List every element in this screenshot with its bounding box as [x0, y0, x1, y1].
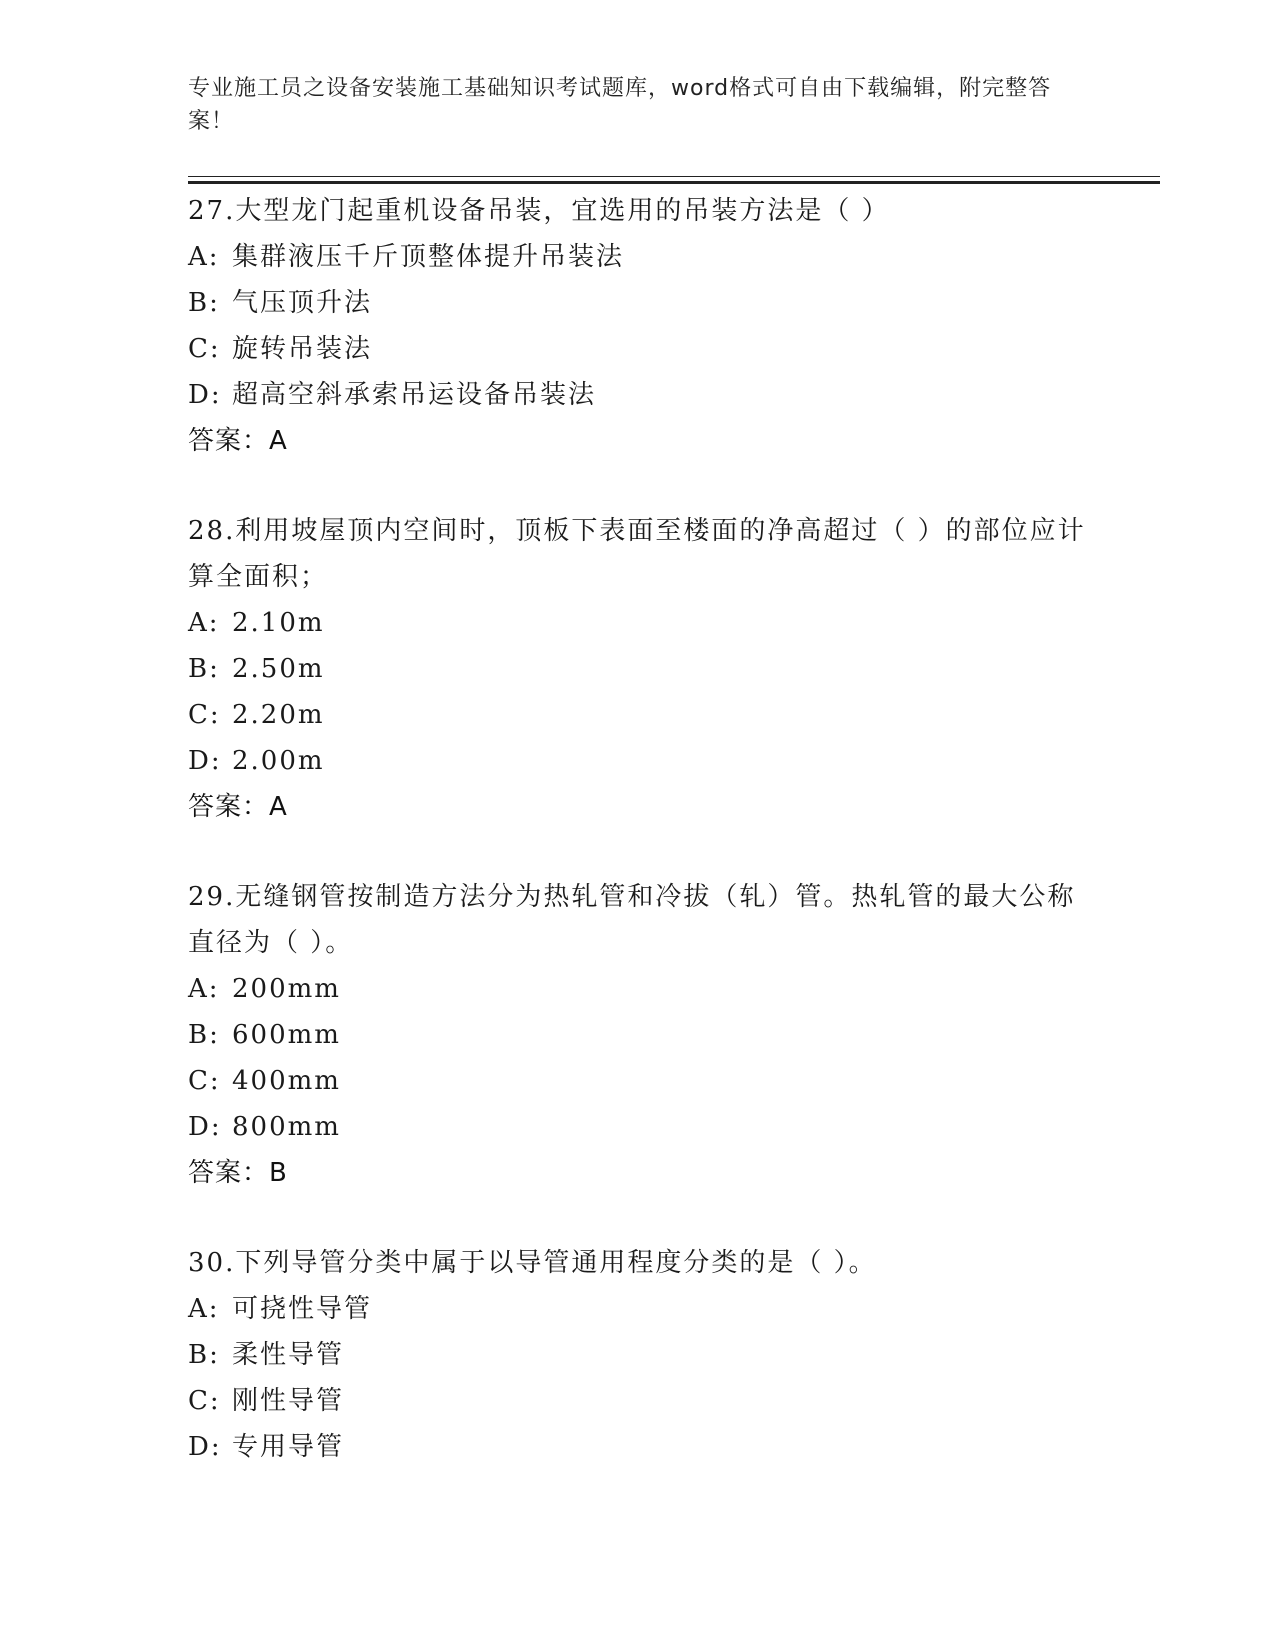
option-text: 柔性导管	[232, 1340, 345, 1370]
option-letter: C:	[188, 700, 221, 730]
option-a	[188, 600, 1088, 646]
option-d	[188, 372, 1088, 418]
question-stem: 30.下列导管分类中属于以导管通用程度分类的是（ ）。	[188, 1248, 877, 1278]
option-letter: D:	[188, 746, 222, 776]
option-letter: B:	[188, 288, 220, 318]
option-letter: B:	[188, 1340, 220, 1370]
option-letter: B:	[188, 654, 220, 684]
option-letter: A:	[188, 1294, 220, 1324]
option-a	[188, 1286, 1088, 1332]
option-text: 2.20m	[232, 700, 325, 730]
option-c	[188, 1058, 1088, 1104]
header-divider-thin	[188, 176, 1160, 177]
option-letter: D:	[188, 1112, 222, 1142]
question-stem: 28.利用坡屋顶内空间时，顶板下表面至楼面的净高超过（ ）的部位应计算全面积；	[188, 516, 1086, 592]
option-b	[188, 1012, 1088, 1058]
question-stem: 27.大型龙门起重机设备吊装，宜选用的吊装方法是（ ）	[188, 196, 890, 226]
option-letter: C:	[188, 1386, 221, 1416]
answer-line: 答案：A	[188, 426, 288, 456]
document-header: 专业施工员之设备安装施工基础知识考试题库，word格式可自由下载编辑，附完整答案！	[188, 76, 1052, 134]
option-text: 2.10m	[232, 608, 325, 638]
option-text: 600mm	[232, 1020, 341, 1050]
option-text: 集群液压千斤顶整体提升吊装法	[232, 242, 625, 272]
option-a	[188, 234, 1088, 280]
option-text: 刚性导管	[232, 1386, 345, 1416]
option-letter: C:	[188, 334, 221, 364]
option-d	[188, 738, 1088, 784]
option-text: 旋转吊装法	[232, 334, 373, 364]
question-27	[188, 188, 1088, 464]
option-c	[188, 326, 1088, 372]
header-divider-thick	[188, 181, 1160, 184]
option-text: 气压顶升法	[232, 288, 373, 318]
question-stem: 29.无缝钢管按制造方法分为热轧管和冷拔（轧）管。热轧管的最大公称直径为（ ）。	[188, 882, 1076, 958]
option-c	[188, 1378, 1088, 1424]
option-text: 可挠性导管	[232, 1294, 373, 1324]
option-letter: C:	[188, 1066, 221, 1096]
option-c	[188, 692, 1088, 738]
option-letter: D:	[188, 380, 222, 410]
answer-line: 答案：B	[188, 1158, 288, 1188]
option-text: 200mm	[232, 974, 341, 1004]
option-text: 专用导管	[232, 1432, 345, 1462]
option-letter: A:	[188, 608, 220, 638]
option-b	[188, 280, 1088, 326]
option-text: 800mm	[232, 1112, 341, 1142]
option-text: 2.50m	[232, 654, 325, 684]
question-28	[188, 508, 1088, 830]
option-letter: D:	[188, 1432, 222, 1462]
option-text: 2.00m	[232, 746, 325, 776]
option-text: 超高空斜承索吊运设备吊装法	[232, 380, 597, 410]
option-letter: A:	[188, 242, 220, 272]
option-letter: A:	[188, 974, 220, 1004]
option-a	[188, 966, 1088, 1012]
answer-line: 答案：A	[188, 792, 288, 822]
option-text: 400mm	[232, 1066, 341, 1096]
option-b	[188, 1332, 1088, 1378]
question-list	[188, 188, 1088, 1514]
option-b	[188, 646, 1088, 692]
option-letter: B:	[188, 1020, 220, 1050]
question-30	[188, 1240, 1088, 1470]
question-29	[188, 874, 1088, 1196]
option-d	[188, 1104, 1088, 1150]
option-d	[188, 1424, 1088, 1470]
